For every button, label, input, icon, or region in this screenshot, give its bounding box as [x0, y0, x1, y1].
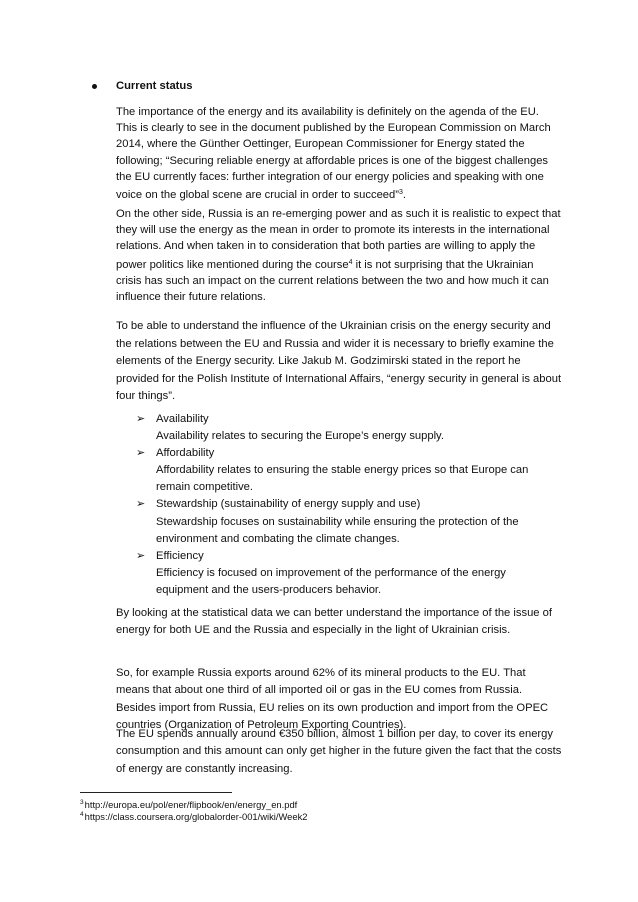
paragraph-1: [116, 104, 562, 203]
paragraph-2-text-b: it is not surprising that the Ukrainian crisis has such an impact on the current relations between the two and how much it can influence their future relations.: [116, 258, 549, 304]
arrow-bullet-icon: ➢: [136, 447, 146, 460]
paragraph-2: [116, 206, 562, 305]
list-item-desc: Affordability relates to ensuring the stable energy prices so that Europe can remain competitive.: [156, 464, 529, 494]
energy-security-list: [136, 411, 561, 599]
list-item-title: Availability: [156, 413, 209, 425]
list-item: [136, 411, 561, 445]
paragraph-1-end: .: [402, 189, 406, 202]
paragraph-1-text: The importance of the energy and its availability is definitely on the agenda of the EU. This is clearly to see in the document published by the European Commission on March 2014, where the Günther Oettinger, European Commissioner for Energy stated the following; “Securing reliable energy at affordable prices is one of the biggest challenges the EU currently faces: further integration of our energy policies and speaking with one voice on the global scene are crucial in order to succeed”: [116, 106, 551, 202]
paragraph-3: To be able to understand the influence of the Ukrainian crisis on the energy security and the relations between the EU and Russia and wider it is necessary to briefly examine the elements of the Energy security. Like Jakub M. Godzimirski stated in the report he provided for the Polish Institute of International Affairs, “energy security in general is about four things”.: [116, 320, 562, 403]
list-item: [136, 445, 561, 496]
list-item-desc: Availability relates to securing the Europe’s energy supply.: [156, 430, 444, 443]
list-item-title: Affordability: [156, 447, 215, 460]
bullet-dot-icon: [92, 84, 97, 89]
section-heading-text: Current status: [116, 80, 193, 92]
list-item-desc: Efficiency is focused on improvement of the performance of the energy equipment and the users-producers behavior.: [156, 566, 506, 596]
arrow-bullet-icon: ➢: [136, 413, 146, 425]
list-item: [136, 496, 561, 547]
footnote-ref-3[interactable]: 3: [398, 189, 403, 197]
paragraph-2-text-a: On the other side, Russia is an re-emerging power and as such it is realistic to expect that they will use the energy as the mean in order to promote its interests in the international relations. And when taken in to consideration that both parties are willing to apply the power politics like mentioned during the course: [116, 208, 561, 271]
footnote-4: [80, 809, 307, 823]
list-item-title: Stewardship (sustainability of energy supply and use): [156, 498, 421, 511]
paragraph-6: The EU spends annually around €350 billion, almost 1 billion per day, to cover its energy consumption and this amount can only get higher in the future given the fact that the costs of energy are constantly increasing.: [116, 728, 562, 775]
footnote-number: 3: [80, 799, 84, 806]
list-item: [136, 548, 561, 599]
arrow-bullet-icon: ➢: [136, 498, 146, 511]
arrow-bullet-icon: ➢: [136, 549, 146, 562]
footnote-link[interactable]: https://class.coursera.org/globalorder-001/wiki/Week2: [84, 811, 308, 822]
list-item-desc: Stewardship focuses on sustainability while ensuring the protection of the environment and combating the climate changes.: [156, 515, 519, 545]
footnote-ref-4[interactable]: 4: [348, 258, 353, 266]
paragraph-4: By looking at the statistical data we can better understand the importance of the issue of energy for both UE and the Russia and especially in the light of Ukrainian crisis.: [116, 607, 552, 637]
list-item-title: Efficiency: [156, 549, 204, 562]
paragraph-5: So, for example Russia exports around 62% of its mineral products to the EU. That means that about one third of all imported oil or gas in the EU comes from Russia. Besides import from Russia, EU relies on its own production and import from the OPEC countries (Organization of Petroleum Exporting Countries).: [116, 667, 549, 731]
footnote-link[interactable]: http://europa.eu/pol/ener/flipbook/en/energy_en.pdf: [84, 799, 298, 810]
footnote-number: 4: [80, 811, 84, 818]
footnote-separator: [80, 792, 232, 793]
